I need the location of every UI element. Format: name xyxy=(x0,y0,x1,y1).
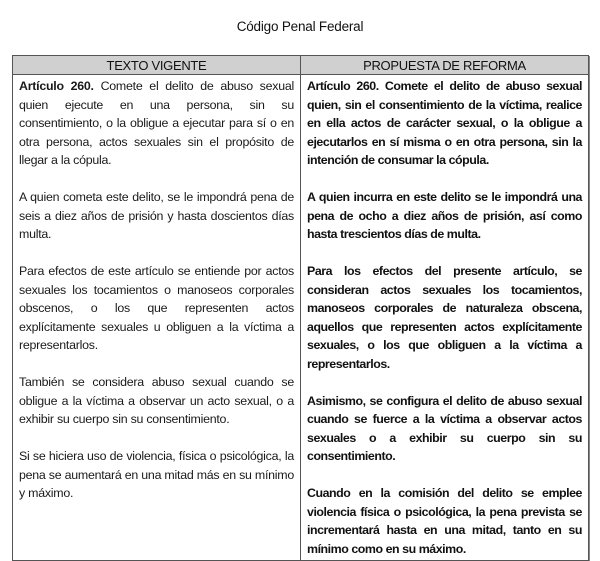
comparison-table xyxy=(12,55,589,561)
header-texto-vigente: TEXTO VIGENTE xyxy=(13,56,301,75)
vigente-article-label: Artículo 260. xyxy=(19,79,94,93)
reforma-paragraph-5: Cuando en la comisión del delito se emplee violencia física o psicológica, la pena prevista se incrementará hasta en una mitad, tanto en su mínimo como en su máximo. xyxy=(307,486,582,556)
vigente-paragraph-1-text: Comete el delito de abuso sexual quien ejecute en una persona, sin su consentimiento, o la obligue a ejecutar para sí o en otra persona, actos sexuales sin el propósito de llegar a la cópula. xyxy=(19,79,294,167)
reforma-article-label: Artículo 260. xyxy=(307,79,379,93)
table-header-row xyxy=(13,56,589,75)
reforma-paragraph-3: Para los efectos del presente artículo, se consideran actos sexuales los tocamientos, manoseos corporales de naturaleza obscena, aquellos que representen actos explícitamente sexuales, o los que obliguen a la víctima a representarlos. xyxy=(307,264,582,371)
vigente-paragraph-4: También se considera abuso sexual cuando se obligue a la víctima a observar un acto sexual, o a exhibir su cuerpo sin su consentimiento. xyxy=(19,375,294,426)
cell-propuesta-reforma xyxy=(301,75,589,561)
vigente-paragraph-3: Para efectos de este artículo se entiende por actos sexuales los tocamientos o manoseos corporales obscenos, o los que representen actos explícitamente sexuales u obliguen a la víctima a representarlos. xyxy=(19,264,294,352)
cell-texto-vigente xyxy=(13,75,301,561)
document-title: Código Penal Federal xyxy=(236,19,364,34)
vigente-paragraph-1 xyxy=(19,77,294,170)
reforma-paragraph-1 xyxy=(307,77,582,170)
vigente-paragraph-2: A quien cometa este delito, se le impondrá pena de seis a diez años de prisión y hasta doscientos días multa. xyxy=(19,190,294,241)
reforma-paragraph-4: Asimismo, se configura el delito de abuso sexual cuando se fuerce a la víctima a observar actos sexuales o a exhibir su cuerpo sin su consentimiento. xyxy=(307,393,582,463)
table-row xyxy=(13,75,589,561)
header-propuesta-reforma: PROPUESTA DE REFORMA xyxy=(301,56,589,75)
vigente-paragraph-5: Si se hiciera uso de violencia, física o psicológica, la pena se aumentará en una mitad más en su mínimo y máximo. xyxy=(19,449,294,500)
reforma-paragraph-1-text: Comete el delito de abuso sexual quien, sin el consentimiento de la víctima, realice en ella actos de carácter sexual, o la obligue a ejecutarlos en sí misma o en otra persona, sin la intención de consumar la cópula. xyxy=(307,79,582,167)
reforma-paragraph-2: A quien incurra en este delito se le impondrá una pena de ocho a diez años de prisión, así como hasta trescientos días de multa. xyxy=(307,190,582,241)
